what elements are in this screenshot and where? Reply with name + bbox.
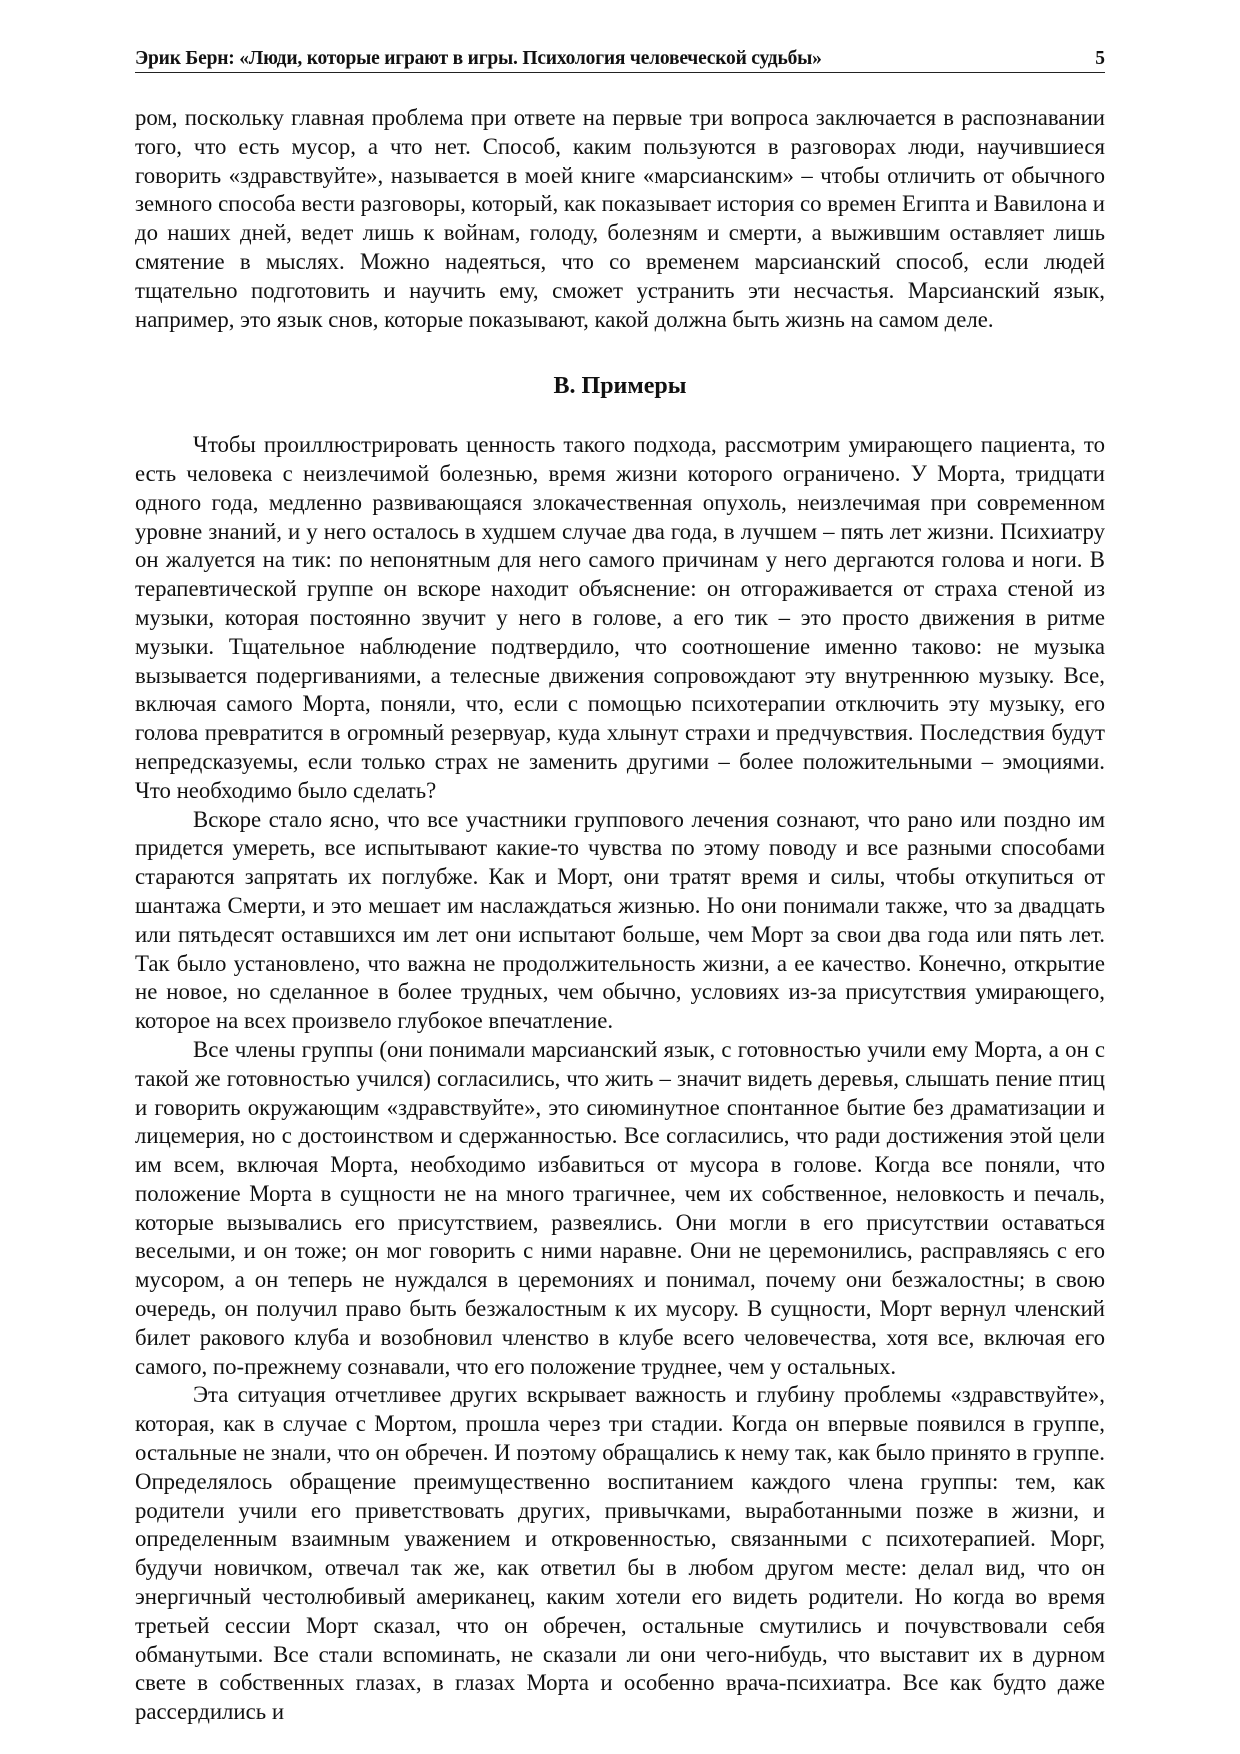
page-header	[135, 40, 1105, 73]
section-heading: В. Примеры	[553, 373, 687, 400]
paragraph: Эта ситуация отчетливее других вскрывает важность и глубину проблемы «здравствуйте», которая, как в случае с Мортом, прошла через три стадии. Когда он впервые появился в группе, остальные не знали, что он обречен. И поэтому обращались к нему так, как было принято в группе. Определялось обращение преимущественно воспитанием каждого члена группы: тем, как родители учили его приветствовать других, привычками, выработанными позже в жизни, и определенным взаимным уважением и откровенностью, связанными с психотерапией. Морг, будучи новичком, отвечал так же, как ответил бы в любом другом месте: делал вид, что он энергичный честолюбивый американец, каким хотели его видеть родители. Но когда во время третьей сессии Морт сказал, что он обречен, остальные смутились и почувствовали себя обманутыми. Все стали вспоминать, не сказали ли они чего-нибудь, что выставит их в дурном свете в собственных глазах, в глазах Морта и особенно врача-психиатра. Все как будто даже рассердились и	[135, 1382, 1105, 1725]
page-body	[135, 104, 1105, 1727]
intro-paragraph: ром, поскольку главная проблема при ответе на первые три вопроса заключается в распознавании того, что есть мусор, а что нет. Способ, каким пользуются в разговорах люди, научившиеся говорить «здравствуйте», называется в моей книге «марсианским» – чтобы отличить от обычного земного способа вести разговоры, который, как показывает история со времен Египта и Вавилона и до наших дней, ведет лишь к войнам, голоду, болезням и смерти, а выжившим оставляет лишь смятение в мыслях. Можно надеяться, что со временем марсианский способ, если людей тщательно подготовить и научить ему, сможет устранить эти несчастья. Марсианский язык, например, это язык снов, которые показывают, какой должна быть жизнь на самом деле.	[135, 105, 1105, 332]
paragraph: Вскоре стало ясно, что все участники группового лечения сознают, что рано или поздно им придется умереть, все испытывают какие-то чувства по этому поводу и все разными способами стараются запрятать их поглубже. Как и Морт, они тратят время и силы, чтобы откупиться от шантажа Смерти, и это мешает им наслаждаться жизнью. Но они понимали также, что за двадцать или пятьдесят оставшихся им лет они испытают больше, чем Морт за свои два года или пять лет. Так было установлено, что важна не продолжительность жизни, а ее качество. Конечно, открытие не новое, но сделанное в более трудных, чем обычно, условиях из-за присутствия умирающего, которое на всех произвело глубокое впечатление.	[135, 806, 1105, 1034]
paragraph: Все члены группы (они понимали марсианский язык, с готовностью учили ему Морта, а он с такой же готовностью учился) согласились, что жить – значит видеть деревья, слышать пение птиц и говорить окружающим «здравствуйте», это сиюминутное спонтанное бытие без драматизации и лицемерия, но с достоинством и сдержанностью. Все согласились, что ради достижения этой цели им всем, включая Морта, необходимо избавиться от мусора в голове. Когда все поняли, что положение Морта в сущности не на много трагичнее, чем их собственное, неловкость и печаль, которые вызывались его присутствием, развеялись. Они могли в его присутствии оставаться веселыми, и он тоже; он мог говорить с ними наравне. Они не церемонились, расправляясь с его мусором, а он теперь не нуждался в церемониях и понимал, почему они безжалостны; в свою очередь, он получил право быть безжалостным к их мусору. В сущности, Морт вернул членский билет ракового клуба и возобновил членство в клубе всего человечества, хотя все, включая его самого, по-прежнему сознавали, что его положение труднее, чем у остальных.	[135, 1036, 1105, 1379]
page-number: 5	[1095, 48, 1105, 69]
running-title: Эрик Берн: «Люди, которые играют в игры. Психология человеческой судьбы»	[135, 48, 822, 69]
paragraph: Чтобы проиллюстрировать ценность такого подхода, рассмотрим умирающего пациента, то есть человека с неизлечимой болезнью, время жизни которого ограничено. У Морта, тридцати одного года, медленно развивающаяся злокачественная опухоль, неизлечимая при современном уровне знаний, и у него осталось в худшем случае два года, в лучшем – пять лет жизни. Психиатру он жалуется на тик: по непонятным для него самого причинам у него дергаются голова и ноги. В терапевтической группе он вскоре находит объяснение: он отгораживается от страха стеной из музыки, которая постоянно звучит у него в голове, а его тик – это просто движения в ритме музыки. Тщательное наблюдение подтвердило, что соотношение именно таково: не музыка вызывается подергиваниями, а телесные движения сопровождают эту внутреннюю музыку. Все, включая самого Морта, поняли, что, если с помощью психотерапии отключить эту музыку, его голова превратится в огромный резервуар, куда хлынут страхи и предчувствия. Последствия будут непредсказуемы, если только страх не заменить другими – более положительными – эмоциями. Что необходимо было сделать?	[135, 432, 1105, 803]
